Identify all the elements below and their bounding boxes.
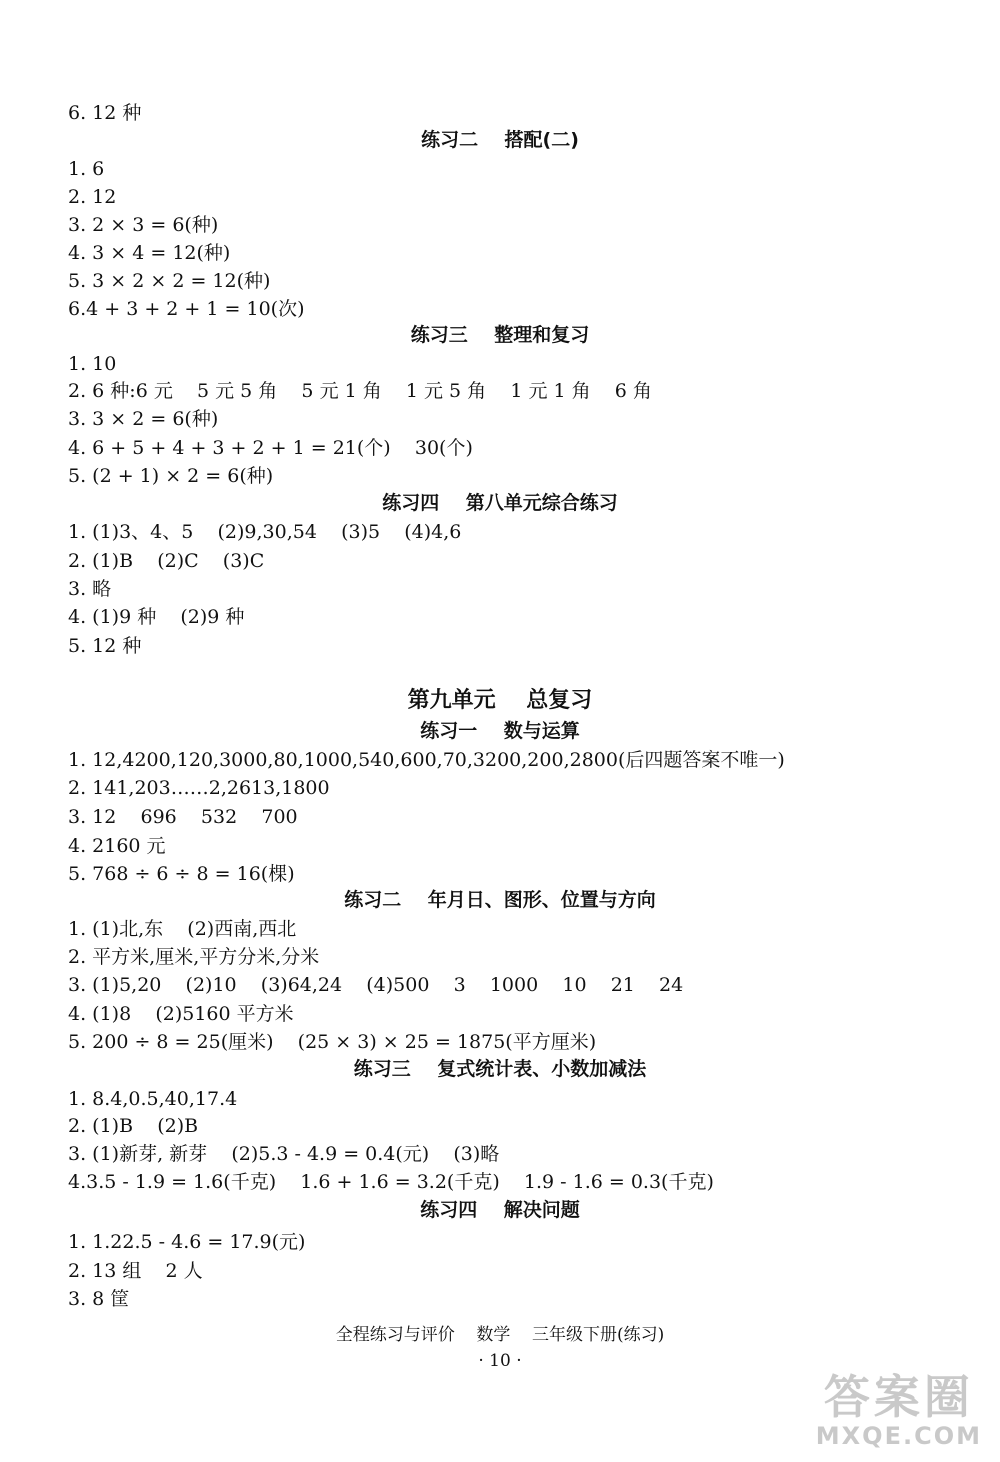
- answer-line: 2. 13 组 2 人: [68, 1260, 203, 1282]
- answer-line: 3. (1)新芽, 新芽 (2)5.3 - 4.9 = 0.4(元) (3)略: [68, 1143, 500, 1165]
- answer-line: 1. (1)北,东 (2)西南,西北: [68, 918, 297, 940]
- answer-line: 4. 2160 元: [68, 835, 166, 857]
- answer-line: 4. 6 + 5 + 4 + 3 + 2 + 1 = 21(个) 30(个): [68, 437, 473, 459]
- section-heading: 练习三 整理和复习: [410, 324, 590, 346]
- answer-line: 1. 1.22.5 - 4.6 = 17.9(元): [68, 1231, 306, 1253]
- answer-line: 2. 141,203……2,2613,1800: [68, 777, 330, 799]
- answer-line: 5. 12 种: [68, 635, 142, 657]
- answer-line: 5. 3 × 2 × 2 = 12(种): [68, 270, 271, 292]
- answer-line: 3. 2 × 3 = 6(种): [68, 214, 219, 236]
- answer-line: 3. 12 696 532 700: [68, 806, 298, 828]
- answer-line: 3. (1)5,20 (2)10 (3)64,24 (4)500 3 1000 10 21 24: [68, 974, 684, 996]
- answer-line: 2. 12: [68, 186, 117, 208]
- answer-line: 4. 3 × 4 = 12(种): [68, 242, 231, 264]
- answer-line: 5. 768 ÷ 6 ÷ 8 = 16(棵): [68, 863, 295, 885]
- answer-line: 5. 200 ÷ 8 = 25(厘米) (25 × 3) × 25 = 1875(平方厘米): [68, 1031, 597, 1053]
- section-heading: 练习四 解决问题: [420, 1199, 580, 1221]
- answer-line: 3. 3 × 2 = 6(种): [68, 408, 219, 430]
- answer-line: 2. (1)B (2)B: [68, 1115, 199, 1137]
- answer-line: 1. 8.4,0.5,40,17.4: [68, 1088, 238, 1110]
- answer-line: 6.4 + 3 + 2 + 1 = 10(次): [68, 298, 305, 320]
- answer-line: 2. (1)B (2)C (3)C: [68, 550, 265, 572]
- answer-line: 4.3.5 - 1.9 = 1.6(千克) 1.6 + 1.6 = 3.2(千克) 1.9 - 1.6 = 0.3(千克): [68, 1171, 714, 1193]
- book-footer: 全程练习与评价 数学 三年级下册(练习): [335, 1325, 665, 1345]
- answer-line: 3. 8 筐: [68, 1288, 130, 1310]
- answer-line: 2. 6 种:6 元 5 元 5 角 5 元 1 角 1 元 5 角 1 元 1 角 6 角: [68, 380, 652, 402]
- answer-line: 4. (1)9 种 (2)9 种: [68, 606, 245, 628]
- page-number: · 10 ·: [478, 1351, 522, 1371]
- answer-line: 5. (2 + 1) × 2 = 6(种): [68, 465, 274, 487]
- watermark-logo-text: 答案圈: [823, 1370, 974, 1424]
- watermark-url: MXQE.COM: [815, 1422, 982, 1450]
- answer-line: 1. 12,4200,120,3000,80,1000,540,600,70,3200,200,2800(后四题答案不唯一): [68, 749, 785, 771]
- answer-line: 2. 平方米,厘米,平方分米,分米: [68, 946, 320, 968]
- answer-line: 6. 12 种: [68, 102, 142, 124]
- answer-line: 1. 10: [68, 353, 117, 375]
- section-heading: 练习二 搭配(二): [421, 129, 579, 151]
- answer-line: 3. 略: [68, 578, 112, 600]
- section-heading: 练习三 复式统计表、小数加减法: [353, 1058, 647, 1080]
- section-heading: 练习四 第八单元综合练习: [382, 492, 618, 514]
- unit-heading: 第九单元 总复习: [407, 688, 593, 713]
- answer-line: 4. (1)8 (2)5160 平方米: [68, 1003, 294, 1025]
- answer-line: 1. 6: [68, 158, 105, 180]
- section-heading: 练习二 年月日、图形、位置与方向: [344, 889, 656, 911]
- section-heading: 练习一 数与运算: [420, 720, 580, 742]
- site-watermark: [816, 1372, 982, 1450]
- answer-line: 1. (1)3、4、5 (2)9,30,54 (3)5 (4)4,6: [68, 521, 462, 543]
